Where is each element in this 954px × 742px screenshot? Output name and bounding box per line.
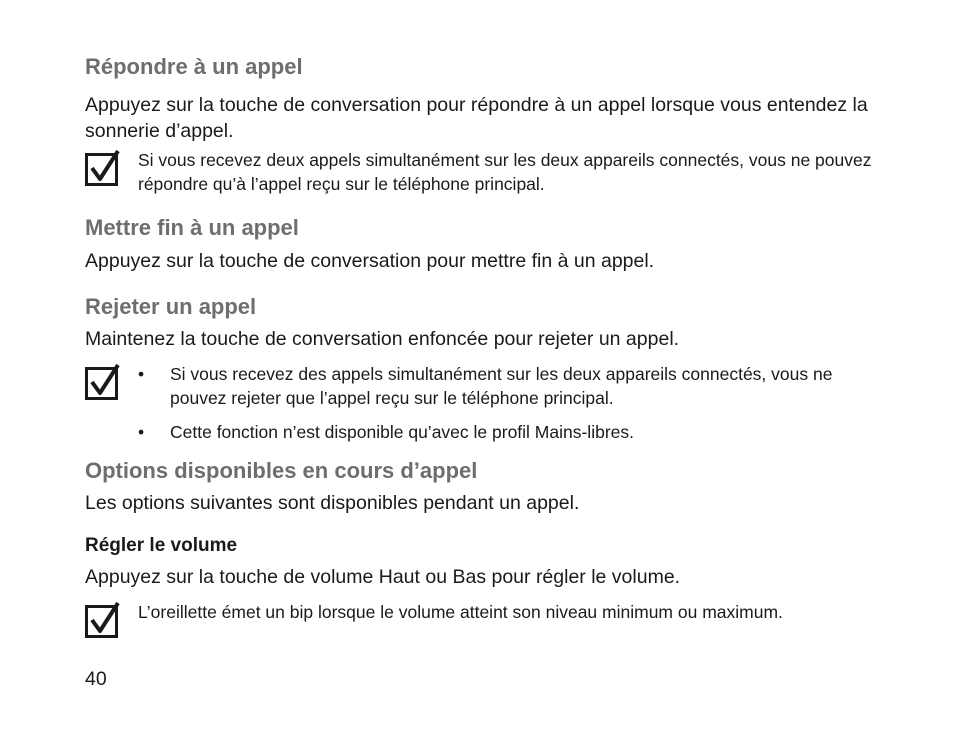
list-item-text: Si vous recevez des appels simultanément sur les deux appareils connectés, vous ne pouvez rejeter que l’appel reçu sur le téléphone principal. <box>170 364 833 408</box>
list-item-text: Cette fonction n’est disponible qu’avec le profil Mains-libres. <box>170 422 634 442</box>
list-item <box>138 420 873 444</box>
section-body-reject-call: Maintenez la touche de conversation enfoncée pour rejeter un appel. <box>85 328 680 350</box>
section-body-end-call: Appuyez sur la touche de conversation pour mettre fin à un appel. <box>85 250 655 272</box>
bullet: • <box>138 422 145 442</box>
section-body-answer-call: Appuyez sur la touche de conversation pour répondre à un appel lorsque vous entendez la sonnerie d’appel. <box>85 94 868 142</box>
note-text: Si vous recevez deux appels simultanément sur les deux appareils connectés, vous ne pouvez répondre qu’à l’appel reçu sur le téléphone principal. <box>138 150 872 194</box>
section-title-call-options: Options disponibles en cours d’appel <box>85 458 478 483</box>
list-item <box>138 362 873 410</box>
section-body-call-options: Les options suivantes sont disponibles pendant un appel. <box>85 492 580 514</box>
checkbox-note-icon <box>85 362 121 400</box>
section-title-end-call: Mettre fin à un appel <box>85 215 299 240</box>
page-number: 40 <box>85 668 107 690</box>
section-title-answer-call: Répondre à un appel <box>85 54 303 79</box>
subsection-body-volume: Appuyez sur la touche de volume Haut ou Bas pour régler le volume. <box>85 566 681 588</box>
bullet: • <box>138 364 145 384</box>
checkbox-note-icon <box>85 600 121 638</box>
subsection-title-volume: Régler le volume <box>85 535 238 556</box>
note-text: L’oreillette émet un bip lorsque le volume atteint son niveau minimum ou maximum. <box>138 602 783 622</box>
section-title-reject-call: Rejeter un appel <box>85 294 257 319</box>
note-bullet-list <box>138 362 873 454</box>
checkbox-note-icon <box>85 148 121 186</box>
